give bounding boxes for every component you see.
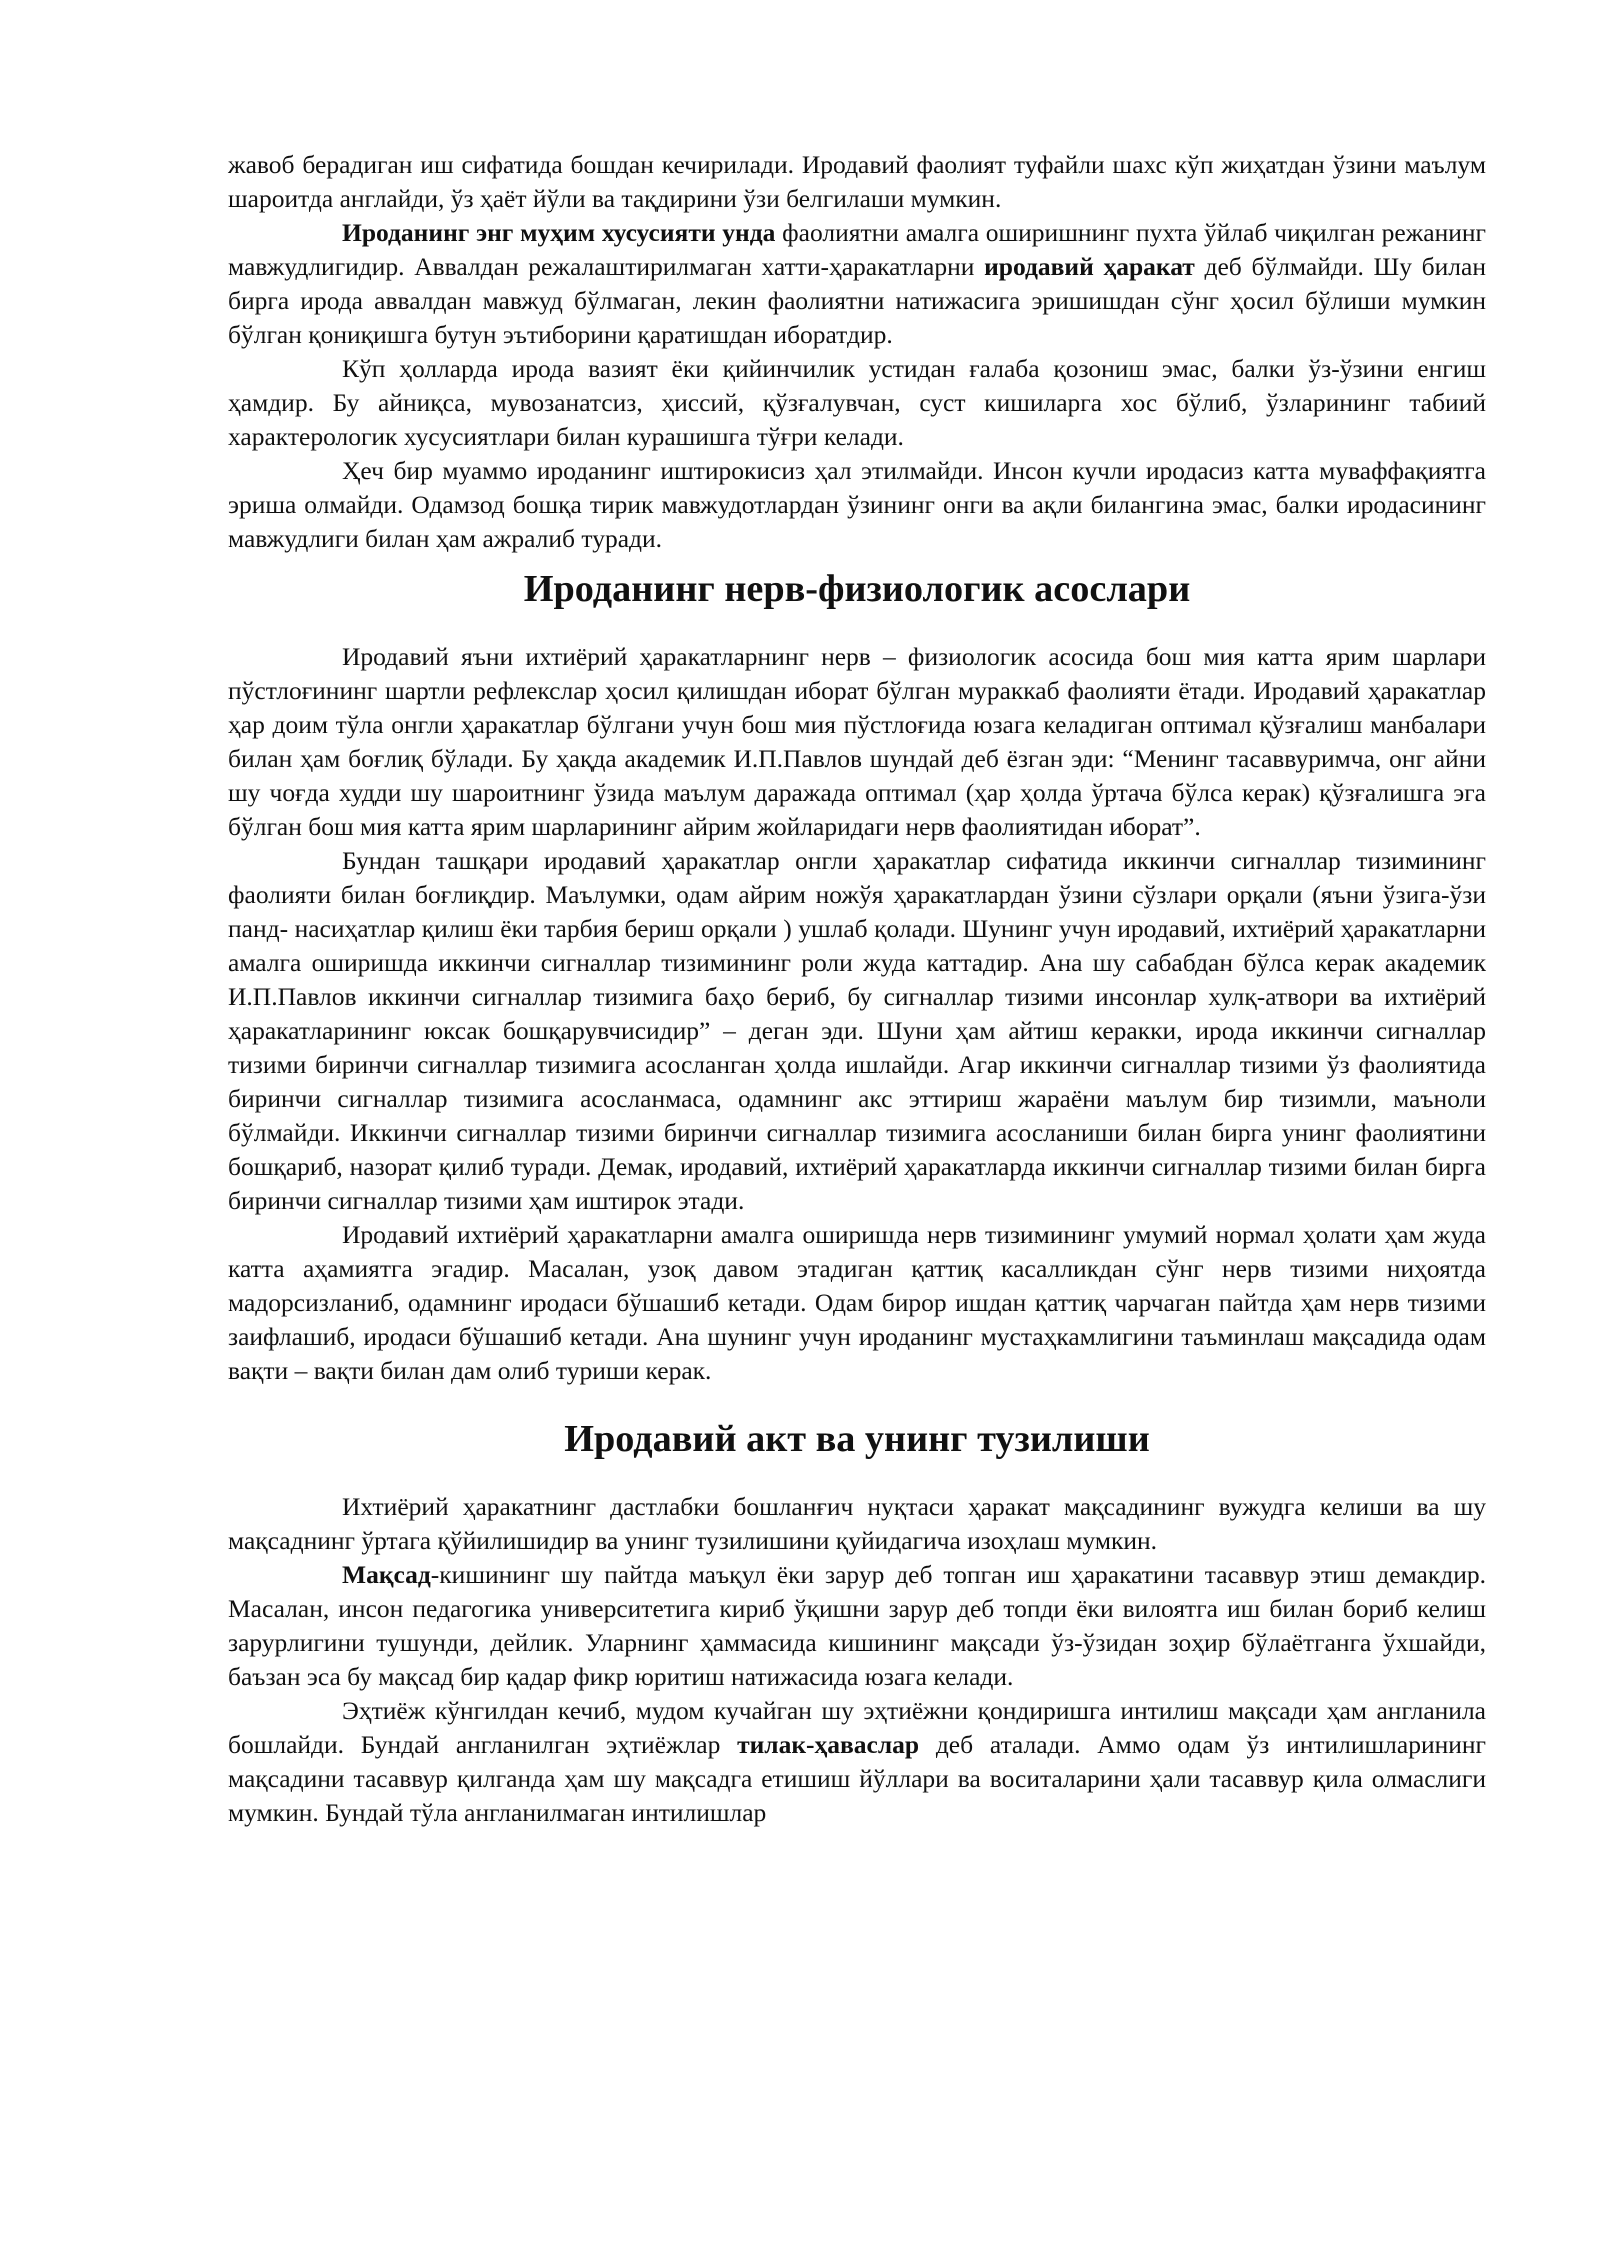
section-heading-1: Ироданинг нерв-физиологик асослари — [523, 568, 1191, 610]
paragraph-3: Кўп ҳолларда ирода вазият ёки қийинчилик устидан ғалаба қозониш эмас, балки ўз-ўзини енгиш ҳамдир. Бу айниқса, мувозанатсиз, ҳиссий, қўзғалувчан, суст кишиларга хос бўлиб, ўзларининг табиий характерологик хусусиятлари билан курашишга тўғри келади. — [228, 354, 1486, 451]
paragraph-6: Бундан ташқари иродавий ҳаракатлар онгли ҳаракатлар сифатида иккинчи сигналлар тизимининг фаолияти билан боғлиқдир. Маълумки, одам айрим ножўя ҳаракатлардан ўзини сўзлари орқали (яъни ўзига-ўзи панд- насиҳатлар қилиш ёки тарбия бериш орқали ) ушлаб қолади. Шунинг учун иродавий, ихтиёрий ҳаракатларни амалга оширишда иккинчи сигналлар тизимининг роли жуда каттадир. Ана шу сабабдан бўлса керак академик И.П.Павлов иккинчи сигналлар тизимига баҳо бериб, бу сигналлар тизими инсонлар хулқ-атвори ва ихтиёрий ҳаракатларининг юксак бошқарувчисидир” – деган эди. Шуни ҳам айтиш керакки, ирода иккинчи сигналлар тизими биринчи сигналлар тизимига асосланган ҳолда ишлайди. Агар иккинчи сигналлар тизими ўз фаолиятида биринчи сигналлар тизимига асосланмаса, одамнинг акс эттириш жараёни маълум бир тизимли, маъноли бўлмайди. Иккинчи сигналлар тизими биринчи сигналлар тизимига асосланиши билан бирга унинг фаолиятини бошқариб, назорат қилиб туради. Демак, иродавий, ихтиёрий ҳаракатларда иккинчи сигналлар тизими билан бирга биринчи сигналлар тизими ҳам иштирок этади. — [228, 846, 1486, 1215]
paragraph-7: Иродавий ихтиёрий ҳаракатларни амалга оширишда нерв тизимининг умумий нормал ҳолати ҳам жуда катта аҳамиятга эгадир. Масалан, узоқ давом этадиган қаттиқ касалликдан сўнг нерв тизими ниҳоятда мадорсизланиб, одамнинг иродаси бўшашиб кетади. Одам бирор ишдан қаттиқ чарчаган пайтда ҳам нерв тизими заифлашиб, иродаси бўшашиб кетади. Ана шунинг учун ироданинг мустаҳкамлигини таъминлаш мақсадида одам вақти – вақти билан дам олиб туриши керак. — [228, 1220, 1486, 1385]
bold-phrase: тилак-ҳаваслар — [737, 1730, 920, 1759]
paragraph-text: Эҳтиёж кўнгилдан кечиб, мудом кучайган шу эҳтиёжни қондиришга интилиш мақсади ҳам англанила бошлайди. Бундай англанилган эҳтиёжлар — [228, 1696, 1486, 1759]
paragraph-text: деб бўлмайди. Шу билан бирга ирода аввалдан мавжуд бўлмаган, лекин фаолиятни натижасига эришишдан сўнг ҳосил бўлиши мумкин бўлган қониқишга бутун эътиборини қаратишдан иборатдир. — [228, 252, 1486, 349]
paragraph-text: -кишининг шу пайтда маъқул ёки зарур деб топган иш ҳаракатини тасаввур этиш демакдир. Масалан, инсон педагогика университетига кириб ўқишни зарур деб топди ёки вилоятга иш билан бориб келиш зарурлигини тушунди, дейлик. Уларнинг ҳаммасида кишининг мақсади ўз-ўзидан зоҳир бўлаётганга ўхшайди, баъзан эса бу мақсад бир қадар фикр юритиш натижасида юзага келади. — [228, 1560, 1486, 1691]
paragraph-8: Ихтиёрий ҳаракатнинг дастлабки бошланғич нуқтаси ҳаракат мақсадининг вужудга келиши ва шу мақсаднинг ўртага қўйилишидир ва унинг тузилишини қуйидагича изоҳлаш мумкин. — [228, 1492, 1486, 1555]
paragraph-9 — [228, 1558, 1486, 1694]
paragraph-5: Иродавий яъни ихтиёрий ҳаракатларнинг нерв – физиологик асосида бош мия катта ярим шарлари пўстлоғининг шартли рефлекслар ҳосил қилишдан иборат бўлган мураккаб фаолияти ётади. Иродавий ҳаракатлар ҳар доим тўла онгли ҳаракатлар бўлгани учун бош мия пўстлоғида юзага келадиган оптимал қўзғалиш манбалари билан ҳам боғлиқ бўлади. Бу ҳақда академик И.П.Павлов шундай деб ёзган эди: “Менинг тасаввуримча, онг айни шу чоғда худди шу шароитнинг ўзида маълум даражада оптимал (ҳар ҳолда ўртача бўлса керак) қўзғалишга эга бўлган бош мия катта ярим шарларининг айрим жойларидаги нерв фаолиятидан иборат”. — [228, 642, 1486, 841]
paragraph-2 — [228, 216, 1486, 352]
bold-phrase: иродавий ҳаракат — [984, 252, 1195, 281]
paragraph-text: деб аталади. Аммо одам ўз интилишларининг мақсадини тасаввур қилганда ҳам шу мақсадга етишиш йўллари ва воситаларини ҳали тасаввур қила олмаслиги мумкин. Бундай тўла англанилмаган интилишлар — [228, 1730, 1486, 1827]
bold-phrase: Мақсад — [342, 1560, 431, 1589]
paragraph-text: фаолиятни амалга оширишнинг пухта ўйлаб чиқилган режанинг мавжудлигидир. Аввалдан режалаштирилмаган хатти-ҳаракатларни — [228, 218, 1486, 281]
paragraph-4: Ҳеч бир муаммо ироданинг иштирокисиз ҳал этилмайди. Инсон кучли иродасиз катта муваффақиятга эриша олмайди. Одамзод бошқа тирик мавжудотлардан ўзининг онги ва ақли билангина эмас, балки иродасининг мавжудлиги билан ҳам ажралиб туради. — [228, 456, 1486, 553]
paragraph-10 — [228, 1694, 1486, 1830]
paragraph-1: жавоб берадиган иш сифатида бошдан кечирилади. Иродавий фаолият туфайли шахс кўп жиҳатдан ўзини маълум шароитда англайди, ўз ҳаёт йўли ва тақдирини ўзи белгилаши мумкин. — [228, 150, 1486, 213]
bold-phrase: Ироданинг энг муҳим хусусияти унда — [342, 218, 776, 247]
section-heading-2: Иродавий акт ва унинг тузилиши — [564, 1418, 1150, 1460]
document-page — [228, 148, 1486, 1830]
